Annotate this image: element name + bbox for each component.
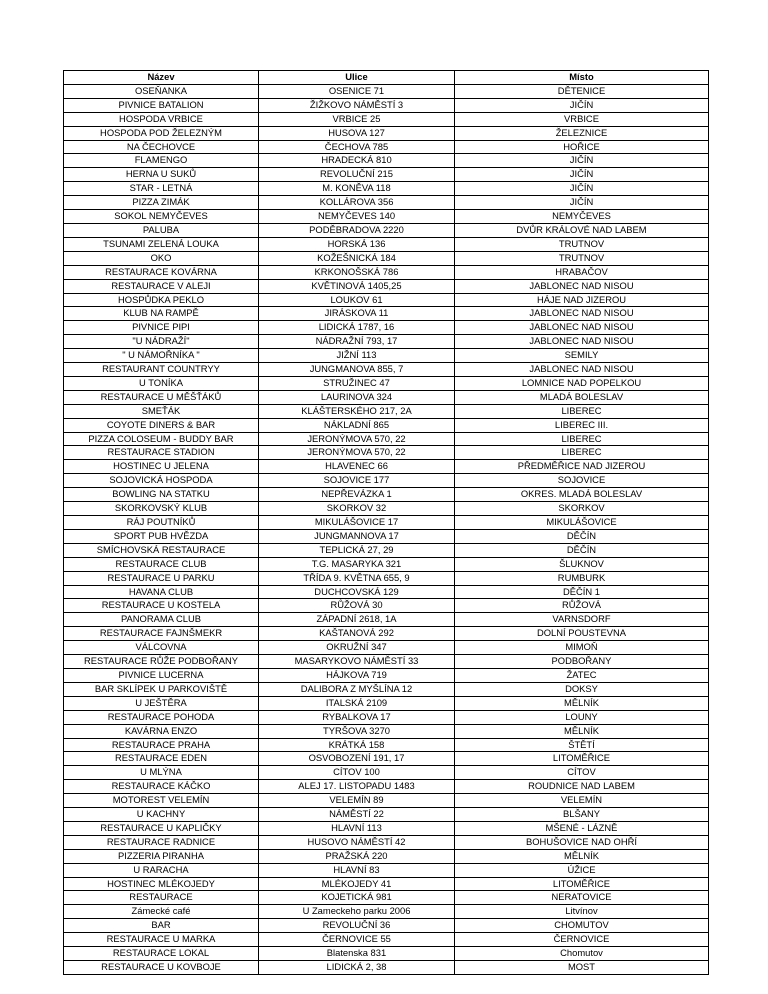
cell-name: RÁJ POUTNÍKŮ bbox=[64, 516, 259, 530]
cell-name: SOKOL NEMYČEVES bbox=[64, 210, 259, 224]
table-row bbox=[64, 154, 709, 168]
cell-place: SKORKOV bbox=[455, 502, 709, 516]
cell-street: HUSOVA 127 bbox=[259, 126, 455, 140]
table-row bbox=[64, 710, 709, 724]
cell-place: VELEMÍN bbox=[455, 794, 709, 808]
cell-name: RESTAURACE U MĚŠŤÁKŮ bbox=[64, 390, 259, 404]
cell-place: JABLONEC NAD NISOU bbox=[455, 321, 709, 335]
cell-name: BAR SKLÍPEK U PARKOVIŠTĚ bbox=[64, 682, 259, 696]
table-row bbox=[64, 752, 709, 766]
cell-place: DĚČÍN bbox=[455, 529, 709, 543]
cell-street: REVOLUČNÍ 36 bbox=[259, 919, 455, 933]
table-body bbox=[64, 84, 709, 974]
cell-name: KLUB NA RAMPĚ bbox=[64, 307, 259, 321]
cell-name: VÁLCOVNA bbox=[64, 641, 259, 655]
cell-street: JIŽNÍ 113 bbox=[259, 349, 455, 363]
cell-place: BOHUŠOVICE NAD OHŘÍ bbox=[455, 835, 709, 849]
cell-street: PODĚBRADOVA 2220 bbox=[259, 223, 455, 237]
cell-street: RYBALKOVA 17 bbox=[259, 710, 455, 724]
cell-name: U MLÝNA bbox=[64, 766, 259, 780]
cell-place: JABLONEC NAD NISOU bbox=[455, 363, 709, 377]
cell-name: RESTAURACE STADION bbox=[64, 446, 259, 460]
cell-name: U TONÍKA bbox=[64, 376, 259, 390]
cell-name: PIVNICE LUCERNA bbox=[64, 668, 259, 682]
cell-place: JIČÍN bbox=[455, 154, 709, 168]
cell-place: MIKULÁŠOVICE bbox=[455, 516, 709, 530]
cell-street: MASARYKOVO NÁMĚSTÍ 33 bbox=[259, 655, 455, 669]
cell-street: KAŠTANOVÁ 292 bbox=[259, 627, 455, 641]
cell-street: JERONÝMOVA 570, 22 bbox=[259, 432, 455, 446]
cell-place: ROUDNICE NAD LABEM bbox=[455, 780, 709, 794]
table-row bbox=[64, 668, 709, 682]
cell-street: KVĚTINOVÁ 1405,25 bbox=[259, 279, 455, 293]
cell-name: RESTAURACE U MARKA bbox=[64, 933, 259, 947]
cell-street: KRÁTKÁ 158 bbox=[259, 738, 455, 752]
cell-street: NEMYČEVES 140 bbox=[259, 210, 455, 224]
cell-street: JUNGMANNOVA 17 bbox=[259, 529, 455, 543]
table-row bbox=[64, 502, 709, 516]
cell-name: SMÍCHOVSKÁ RESTAURACE bbox=[64, 543, 259, 557]
cell-street: LAURINOVA 324 bbox=[259, 390, 455, 404]
cell-street: OKRUŽNÍ 347 bbox=[259, 641, 455, 655]
table-row bbox=[64, 98, 709, 112]
cell-place: LITOMĚŘICE bbox=[455, 752, 709, 766]
cell-name: OSEŇANKA bbox=[64, 84, 259, 98]
table-row bbox=[64, 488, 709, 502]
cell-street: Blatenska 831 bbox=[259, 947, 455, 961]
cell-place: JIČÍN bbox=[455, 98, 709, 112]
table-row bbox=[64, 780, 709, 794]
cell-place: JIČÍN bbox=[455, 196, 709, 210]
table-row bbox=[64, 891, 709, 905]
cell-place: DVŮR KRÁLOVÉ NAD LABEM bbox=[455, 223, 709, 237]
cell-street: KRKONOŠSKÁ 786 bbox=[259, 265, 455, 279]
table-row bbox=[64, 933, 709, 947]
table-row bbox=[64, 557, 709, 571]
cell-name: RESTAURACE U KOSTELA bbox=[64, 599, 259, 613]
cell-street: ČECHOVA 785 bbox=[259, 140, 455, 154]
table-row bbox=[64, 182, 709, 196]
cell-name: HOSTINEC U JELENA bbox=[64, 460, 259, 474]
table-row bbox=[64, 516, 709, 530]
table-row bbox=[64, 390, 709, 404]
cell-name: U KACHNY bbox=[64, 808, 259, 822]
table-row bbox=[64, 613, 709, 627]
cell-street: LIDICKÁ 1787, 16 bbox=[259, 321, 455, 335]
cell-name: HOSTINEC MLÉKOJEDY bbox=[64, 877, 259, 891]
table-row bbox=[64, 919, 709, 933]
cell-name: RESTAURACE KÁČKO bbox=[64, 780, 259, 794]
cell-name: RESTAURACE FAJNŠMEKR bbox=[64, 627, 259, 641]
header-row bbox=[64, 71, 709, 85]
cell-place: HÁJE NAD JIZEROU bbox=[455, 293, 709, 307]
cell-name: KAVÁRNA ENZO bbox=[64, 724, 259, 738]
cell-name: MOTOREST VELEMÍN bbox=[64, 794, 259, 808]
table-row bbox=[64, 849, 709, 863]
cell-street: VELEMÍN 89 bbox=[259, 794, 455, 808]
cell-name: RESTAURACE CLUB bbox=[64, 557, 259, 571]
cell-place: LIBEREC bbox=[455, 404, 709, 418]
cell-street: KLÁŠTERSKÉHO 217, 2A bbox=[259, 404, 455, 418]
cell-name: U JEŠTĚRA bbox=[64, 696, 259, 710]
cell-name: " U NÁMOŘNÍKA " bbox=[64, 349, 259, 363]
cell-name: RESTAURACE V ALEJI bbox=[64, 279, 259, 293]
cell-place: DOKSY bbox=[455, 682, 709, 696]
cell-name: NA ČECHOVCE bbox=[64, 140, 259, 154]
cell-place: LITOMĚŘICE bbox=[455, 877, 709, 891]
cell-place: Litvínov bbox=[455, 905, 709, 919]
cell-name: RESTAURANT COUNTRYY bbox=[64, 363, 259, 377]
cell-place: PODBOŘANY bbox=[455, 655, 709, 669]
cell-place: RUMBURK bbox=[455, 571, 709, 585]
cell-street: HLAVENEC 66 bbox=[259, 460, 455, 474]
cell-name: BOWLING NA STATKU bbox=[64, 488, 259, 502]
cell-street: PRAŽSKÁ 220 bbox=[259, 849, 455, 863]
cell-name: HAVANA CLUB bbox=[64, 585, 259, 599]
cell-street: DALIBORA Z MYŠLÍNA 12 bbox=[259, 682, 455, 696]
table-row bbox=[64, 571, 709, 585]
cell-street: TEPLICKÁ 27, 29 bbox=[259, 543, 455, 557]
cell-street: CÍTOV 100 bbox=[259, 766, 455, 780]
cell-place: JIČÍN bbox=[455, 168, 709, 182]
cell-name: RESTAURACE U KOVBOJE bbox=[64, 961, 259, 975]
cell-place: DOLNÍ POUSTEVNA bbox=[455, 627, 709, 641]
cell-place: MLADÁ BOLESLAV bbox=[455, 390, 709, 404]
cell-name: RESTAURACE PRAHA bbox=[64, 738, 259, 752]
cell-place: JABLONEC NAD NISOU bbox=[455, 279, 709, 293]
cell-name: U RARACHA bbox=[64, 863, 259, 877]
cell-name: Zámecké café bbox=[64, 905, 259, 919]
cell-name: PIVNICE BATALION bbox=[64, 98, 259, 112]
cell-name: STAR - LETNÁ bbox=[64, 182, 259, 196]
cell-place: ČERNOVICE bbox=[455, 933, 709, 947]
cell-place: CHOMUTOV bbox=[455, 919, 709, 933]
table-row bbox=[64, 835, 709, 849]
cell-street: NÁDRAŽNÍ 793, 17 bbox=[259, 335, 455, 349]
cell-street: LIDICKÁ 2, 38 bbox=[259, 961, 455, 975]
table-row bbox=[64, 460, 709, 474]
cell-place: SOJOVICE bbox=[455, 474, 709, 488]
cell-street: OSVOBOZENÍ 191, 17 bbox=[259, 752, 455, 766]
table-row bbox=[64, 641, 709, 655]
table-row bbox=[64, 307, 709, 321]
cell-place: MŠENÉ - LÁZNĚ bbox=[455, 821, 709, 835]
cell-name: BAR bbox=[64, 919, 259, 933]
cell-name: "U NÁDRAŽÍ" bbox=[64, 335, 259, 349]
cell-name: SMEŤÁK bbox=[64, 404, 259, 418]
cell-place: TRUTNOV bbox=[455, 251, 709, 265]
cell-name: RESTAURACE POHODA bbox=[64, 710, 259, 724]
restaurant-table bbox=[63, 70, 709, 975]
table-row bbox=[64, 265, 709, 279]
table-row bbox=[64, 655, 709, 669]
cell-place: NERATOVICE bbox=[455, 891, 709, 905]
cell-street: NÁMĚSTÍ 22 bbox=[259, 808, 455, 822]
cell-street: ITALSKÁ 2109 bbox=[259, 696, 455, 710]
cell-street: HLAVNÍ 83 bbox=[259, 863, 455, 877]
table-row bbox=[64, 376, 709, 390]
table-row bbox=[64, 808, 709, 822]
cell-name: SPORT PUB HVĚZDA bbox=[64, 529, 259, 543]
table-row bbox=[64, 349, 709, 363]
cell-street: NÁKLADNÍ 865 bbox=[259, 418, 455, 432]
cell-place: CÍTOV bbox=[455, 766, 709, 780]
header-street: Ulice bbox=[259, 71, 455, 85]
table-row bbox=[64, 821, 709, 835]
table-row bbox=[64, 877, 709, 891]
cell-name: RESTAURACE LOKAL bbox=[64, 947, 259, 961]
cell-place: SEMILY bbox=[455, 349, 709, 363]
cell-street: TYRŠOVA 3270 bbox=[259, 724, 455, 738]
table-row bbox=[64, 905, 709, 919]
cell-name: OKO bbox=[64, 251, 259, 265]
cell-place: HOŘICE bbox=[455, 140, 709, 154]
table-row bbox=[64, 738, 709, 752]
cell-place: LOUNY bbox=[455, 710, 709, 724]
table-row bbox=[64, 599, 709, 613]
cell-street: ALEJ 17. LISTOPADU 1483 bbox=[259, 780, 455, 794]
table-row bbox=[64, 223, 709, 237]
table-row bbox=[64, 363, 709, 377]
cell-street: HORSKÁ 136 bbox=[259, 237, 455, 251]
cell-place: ŠLUKNOV bbox=[455, 557, 709, 571]
table-row bbox=[64, 418, 709, 432]
cell-street: TŘÍDA 9. KVĚTNA 655, 9 bbox=[259, 571, 455, 585]
table-row bbox=[64, 696, 709, 710]
header-place: Místo bbox=[455, 71, 709, 85]
cell-place: LIBEREC III. bbox=[455, 418, 709, 432]
cell-place: VARNSDORF bbox=[455, 613, 709, 627]
cell-street: NEPŘEVÁZKA 1 bbox=[259, 488, 455, 502]
table-row bbox=[64, 126, 709, 140]
cell-street: HLAVNÍ 113 bbox=[259, 821, 455, 835]
cell-place: DĚTENICE bbox=[455, 84, 709, 98]
cell-street: RŮŽOVÁ 30 bbox=[259, 599, 455, 613]
cell-street: HÁJKOVA 719 bbox=[259, 668, 455, 682]
cell-place: BLŠANY bbox=[455, 808, 709, 822]
cell-place: RŮŽOVÁ bbox=[455, 599, 709, 613]
cell-place: MIMOŇ bbox=[455, 641, 709, 655]
table-row bbox=[64, 168, 709, 182]
cell-place: DĚČÍN 1 bbox=[455, 585, 709, 599]
table-row bbox=[64, 432, 709, 446]
table-row bbox=[64, 112, 709, 126]
table-row bbox=[64, 335, 709, 349]
cell-place: Chomutov bbox=[455, 947, 709, 961]
cell-name: PIZZA COLOSEUM - BUDDY BAR bbox=[64, 432, 259, 446]
cell-street: JUNGMANOVA 855, 7 bbox=[259, 363, 455, 377]
cell-name: PALUBA bbox=[64, 223, 259, 237]
cell-street: M. KONĚVA 118 bbox=[259, 182, 455, 196]
cell-name: RESTAURACE bbox=[64, 891, 259, 905]
table-row bbox=[64, 947, 709, 961]
table-row bbox=[64, 84, 709, 98]
table-row bbox=[64, 251, 709, 265]
cell-street: STRUŽINEC 47 bbox=[259, 376, 455, 390]
cell-street: KOŽEŠNICKÁ 184 bbox=[259, 251, 455, 265]
cell-place: DĚČÍN bbox=[455, 543, 709, 557]
cell-name: FLAMENGO bbox=[64, 154, 259, 168]
cell-street: ČERNOVICE 55 bbox=[259, 933, 455, 947]
cell-place: PŘEDMĚŘICE NAD JIZEROU bbox=[455, 460, 709, 474]
table-row bbox=[64, 766, 709, 780]
cell-name: RESTAURACE U PARKU bbox=[64, 571, 259, 585]
cell-place: ŽATEC bbox=[455, 668, 709, 682]
cell-street: HUSOVO NÁMĚSTÍ 42 bbox=[259, 835, 455, 849]
cell-name: RESTAURACE RŮŽE PODBOŘANY bbox=[64, 655, 259, 669]
cell-name: RESTAURACE KOVÁRNA bbox=[64, 265, 259, 279]
table-row bbox=[64, 724, 709, 738]
cell-name: PIZZERIA PIRANHA bbox=[64, 849, 259, 863]
table-row bbox=[64, 210, 709, 224]
cell-place: MĚLNÍK bbox=[455, 724, 709, 738]
cell-place: ÚŽICE bbox=[455, 863, 709, 877]
cell-street: OSENICE 71 bbox=[259, 84, 455, 98]
cell-street: SOJOVICE 177 bbox=[259, 474, 455, 488]
table-row bbox=[64, 794, 709, 808]
table-row bbox=[64, 585, 709, 599]
table-row bbox=[64, 863, 709, 877]
cell-street: REVOLUČNÍ 215 bbox=[259, 168, 455, 182]
cell-name: HERNA U SUKŮ bbox=[64, 168, 259, 182]
cell-street: SKORKOV 32 bbox=[259, 502, 455, 516]
cell-place: ŠTĚTÍ bbox=[455, 738, 709, 752]
cell-name: PANORAMA CLUB bbox=[64, 613, 259, 627]
cell-name: SOJOVICKÁ HOSPODA bbox=[64, 474, 259, 488]
cell-name: SKORKOVSKÝ KLUB bbox=[64, 502, 259, 516]
cell-place: HRABAČOV bbox=[455, 265, 709, 279]
table-row bbox=[64, 474, 709, 488]
table-row bbox=[64, 237, 709, 251]
table-row bbox=[64, 293, 709, 307]
table-row bbox=[64, 196, 709, 210]
header-name: Název bbox=[64, 71, 259, 85]
cell-street: LOUKOV 61 bbox=[259, 293, 455, 307]
cell-place: LOMNICE NAD POPELKOU bbox=[455, 376, 709, 390]
cell-name: RESTAURACE RADNICE bbox=[64, 835, 259, 849]
cell-street: HRADECKÁ 810 bbox=[259, 154, 455, 168]
cell-place: JABLONEC NAD NISOU bbox=[455, 307, 709, 321]
cell-name: HOSPŮDKA PEKLO bbox=[64, 293, 259, 307]
table-row bbox=[64, 321, 709, 335]
cell-place: ŽELEZNICE bbox=[455, 126, 709, 140]
cell-place: VRBICE bbox=[455, 112, 709, 126]
cell-place: JIČÍN bbox=[455, 182, 709, 196]
cell-place: MĚLNÍK bbox=[455, 849, 709, 863]
cell-name: PIVNICE PIPI bbox=[64, 321, 259, 335]
table-row bbox=[64, 404, 709, 418]
cell-place: MOST bbox=[455, 961, 709, 975]
cell-name: RESTAURACE EDEN bbox=[64, 752, 259, 766]
cell-name: HOSPODA POD ŽELEZNÝM bbox=[64, 126, 259, 140]
table-row bbox=[64, 140, 709, 154]
cell-street: JIRÁSKOVA 11 bbox=[259, 307, 455, 321]
cell-street: T.G. MASARYKA 321 bbox=[259, 557, 455, 571]
cell-place: LIBEREC bbox=[455, 446, 709, 460]
table-row bbox=[64, 682, 709, 696]
cell-street: VRBICE 25 bbox=[259, 112, 455, 126]
table-row bbox=[64, 446, 709, 460]
cell-name: COYOTE DINERS & BAR bbox=[64, 418, 259, 432]
cell-street: MLÉKOJEDY 41 bbox=[259, 877, 455, 891]
table-row bbox=[64, 543, 709, 557]
cell-place: TRUTNOV bbox=[455, 237, 709, 251]
cell-place: NEMYČEVES bbox=[455, 210, 709, 224]
table-row bbox=[64, 279, 709, 293]
cell-place: MĚLNÍK bbox=[455, 696, 709, 710]
cell-place: OKRES. MLADÁ BOLESLAV bbox=[455, 488, 709, 502]
cell-street: ZÁPADNÍ 2618, 1A bbox=[259, 613, 455, 627]
cell-name: RESTAURACE U KAPLIČKY bbox=[64, 821, 259, 835]
cell-street: KOLLÁROVA 356 bbox=[259, 196, 455, 210]
cell-place: LIBEREC bbox=[455, 432, 709, 446]
table-row bbox=[64, 627, 709, 641]
table-row bbox=[64, 529, 709, 543]
cell-name: PIZZA ZIMÁK bbox=[64, 196, 259, 210]
cell-street: ŽIŽKOVO NÁMĚSTÍ 3 bbox=[259, 98, 455, 112]
cell-place: JABLONEC NAD NISOU bbox=[455, 335, 709, 349]
cell-street: KOJETICKÁ 981 bbox=[259, 891, 455, 905]
cell-street: MIKULÁŠOVICE 17 bbox=[259, 516, 455, 530]
cell-name: TSUNAMI ZELENÁ LOUKA bbox=[64, 237, 259, 251]
cell-street: JERONÝMOVA 570, 22 bbox=[259, 446, 455, 460]
table-row bbox=[64, 961, 709, 975]
cell-street: DUCHCOVSKÁ 129 bbox=[259, 585, 455, 599]
cell-name: HOSPODA VRBICE bbox=[64, 112, 259, 126]
cell-street: U Zameckeho parku 2006 bbox=[259, 905, 455, 919]
